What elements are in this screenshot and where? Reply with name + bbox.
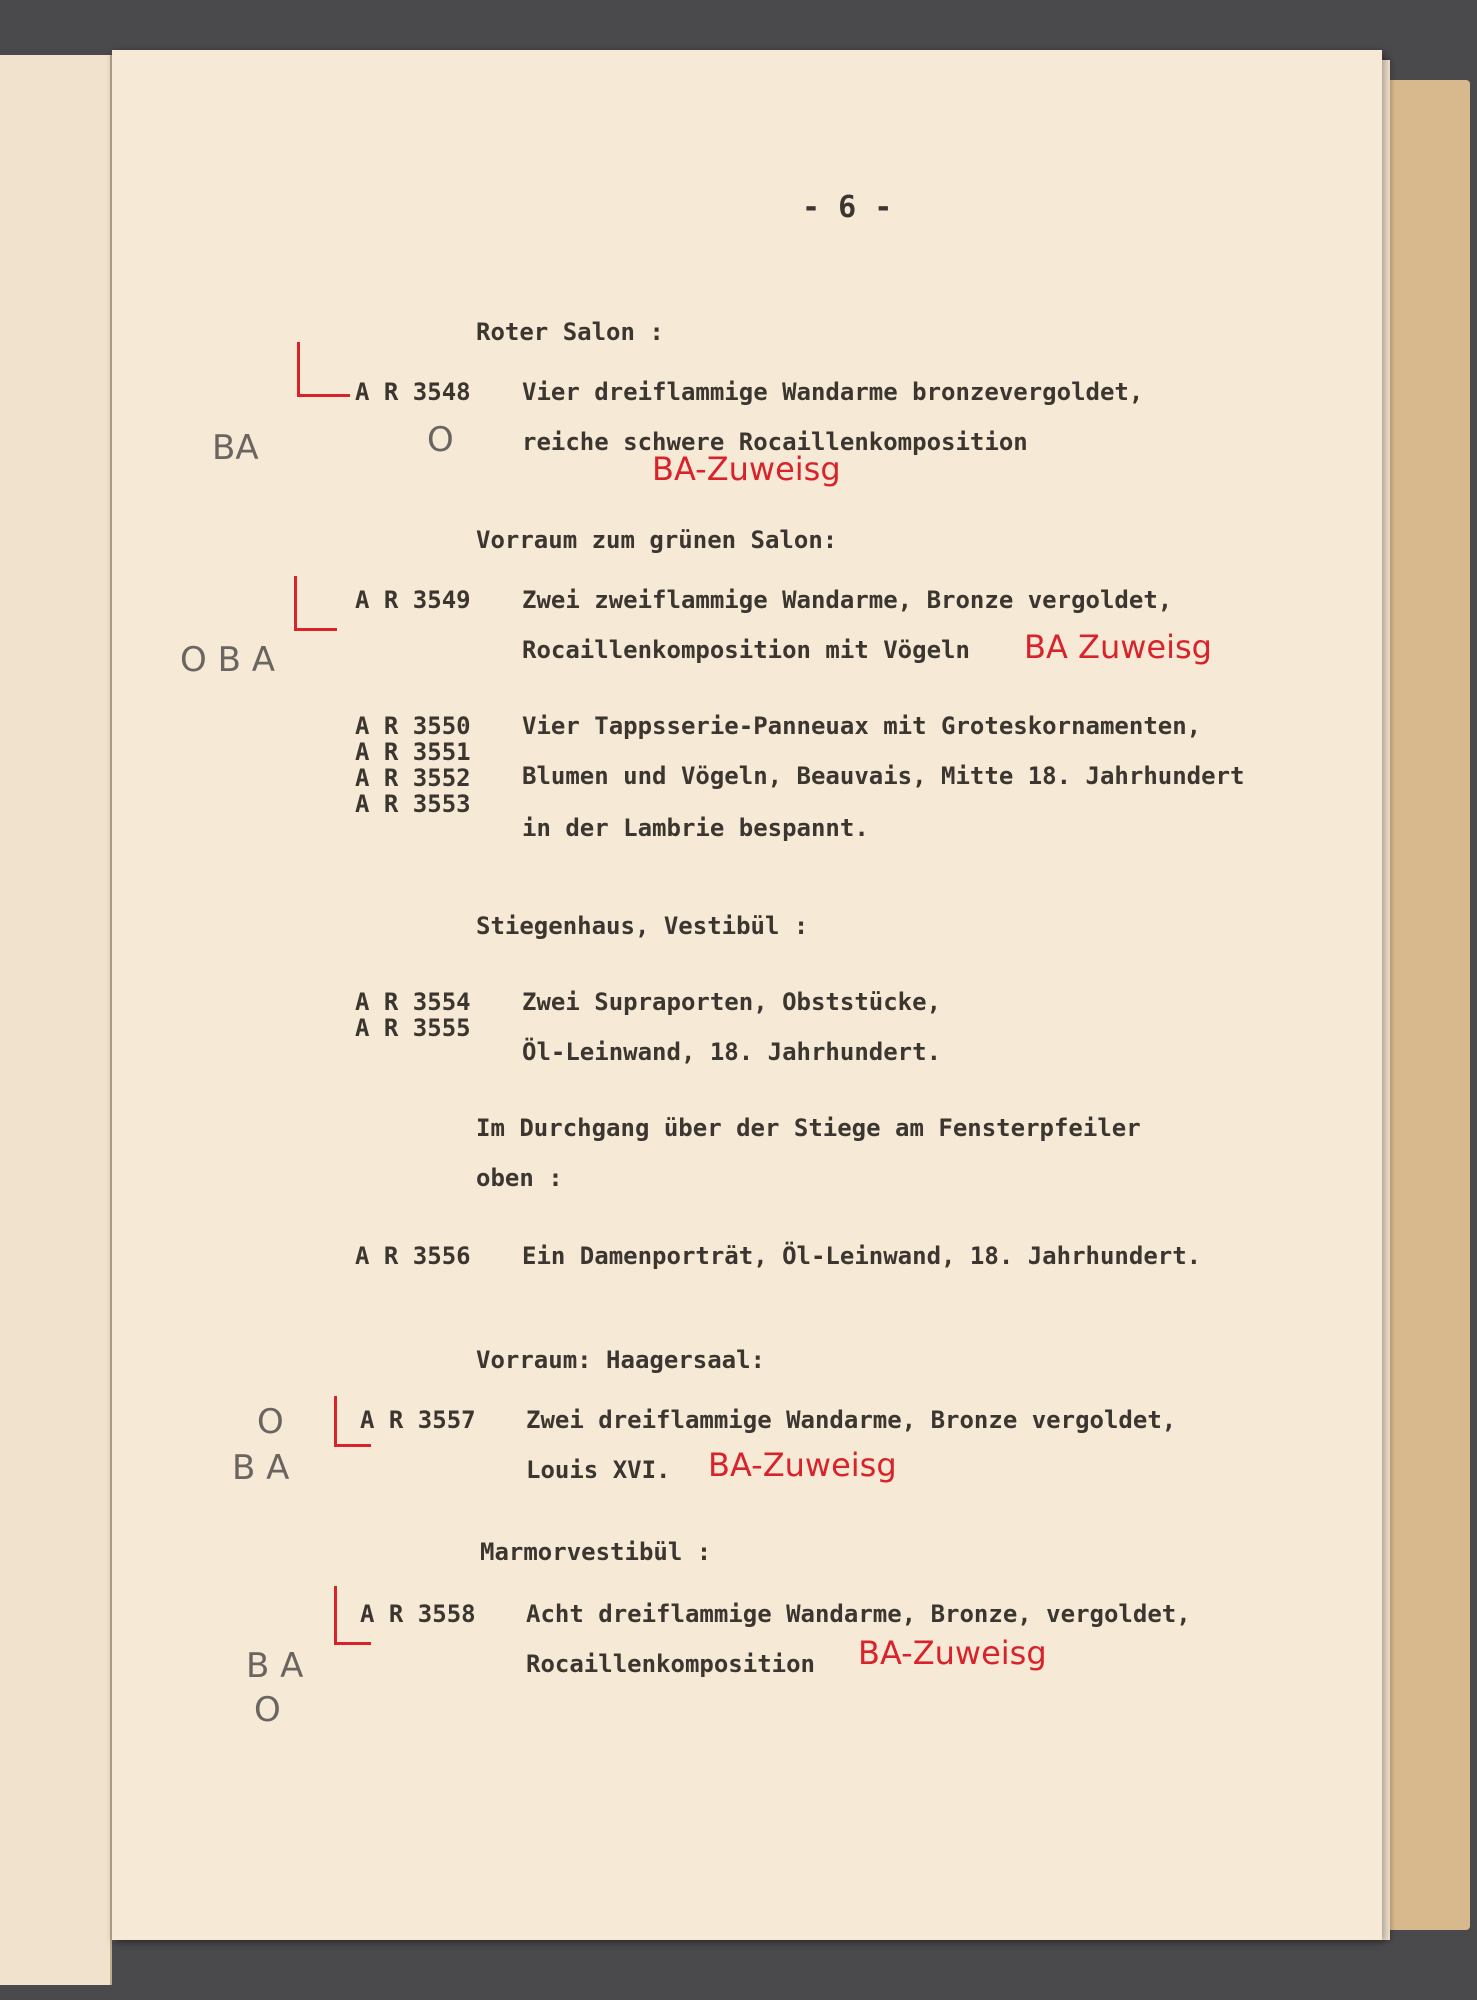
inventory-ref: A R 3557	[360, 1406, 476, 1434]
pencil-mark: O B A	[180, 640, 275, 680]
pencil-mark: B A	[232, 1448, 290, 1488]
entry-description-line: in der Lambrie bespannt.	[522, 814, 869, 842]
left-facing-page	[0, 55, 112, 1985]
entry-description-line: Ein Damenporträt, Öl-Leinwand, 18. Jahrhundert.	[522, 1242, 1202, 1270]
entry-description-line: Zwei zweiflammige Wandarme, Bronze vergoldet,	[522, 586, 1173, 614]
entry-description-line: Louis XVI.	[526, 1456, 671, 1484]
entry-description-line: Zwei dreiflammige Wandarme, Bronze vergoldet,	[526, 1406, 1177, 1434]
red-check-mark	[294, 576, 337, 631]
entry-description-line: Rocaillenkomposition mit Vögeln	[522, 636, 970, 664]
entry-description-line: Rocaillenkomposition	[526, 1650, 815, 1678]
entry-description-line: Vier Tappsserie-Panneuax mit Groteskornamenten,	[522, 712, 1202, 740]
pencil-mark: BA	[212, 428, 259, 468]
inventory-ref: A R 3552	[355, 764, 471, 792]
pencil-mark: O	[254, 1690, 281, 1730]
section-heading: Vorraum: Haagersaal:	[476, 1346, 765, 1374]
page-number: - 6 -	[802, 190, 893, 225]
section-heading: Marmorvestibül :	[480, 1538, 712, 1566]
entry-description-line: Zwei Supraporten, Obststücke,	[522, 988, 942, 1016]
section-heading: Vorraum zum grünen Salon:	[476, 526, 838, 554]
pencil-mark: B A	[246, 1646, 304, 1686]
inventory-ref: A R 3551	[355, 738, 471, 766]
red-annotation: BA-Zuweisg	[652, 450, 841, 488]
inventory-ref: A R 3558	[360, 1600, 476, 1628]
section-heading: Stiegenhaus, Vestibül :	[476, 912, 809, 940]
inventory-ref: A R 3555	[355, 1014, 471, 1042]
inventory-ref: A R 3553	[355, 790, 471, 818]
pencil-mark: O	[257, 1402, 284, 1442]
section-heading: oben :	[476, 1164, 563, 1192]
red-annotation: BA-Zuweisg	[858, 1634, 1047, 1672]
red-annotation: BA Zuweisg	[1024, 628, 1212, 666]
inventory-ref: A R 3550	[355, 712, 471, 740]
pencil-mark: O	[427, 420, 454, 460]
section-heading: Im Durchgang über der Stiege am Fensterpfeiler	[476, 1114, 1141, 1142]
inventory-ref: A R 3548	[355, 378, 471, 406]
typed-page	[112, 50, 1382, 1940]
entry-description-line: reiche schwere Rocaillenkomposition	[522, 428, 1028, 456]
red-annotation: BA-Zuweisg	[708, 1446, 897, 1484]
inventory-ref: A R 3556	[355, 1242, 471, 1270]
entry-description-line: Blumen und Vögeln, Beauvais, Mitte 18. Jahrhundert	[522, 762, 1245, 790]
entry-description-line: Öl-Leinwand, 18. Jahrhundert.	[522, 1038, 942, 1066]
section-heading: Roter Salon :	[476, 318, 664, 346]
inventory-ref: A R 3549	[355, 586, 471, 614]
red-check-mark	[297, 342, 350, 397]
entry-description-line: Vier dreiflammige Wandarme bronzevergoldet,	[522, 378, 1144, 406]
entry-description-line: Acht dreiflammige Wandarme, Bronze, vergoldet,	[526, 1600, 1191, 1628]
inventory-ref: A R 3554	[355, 988, 471, 1016]
